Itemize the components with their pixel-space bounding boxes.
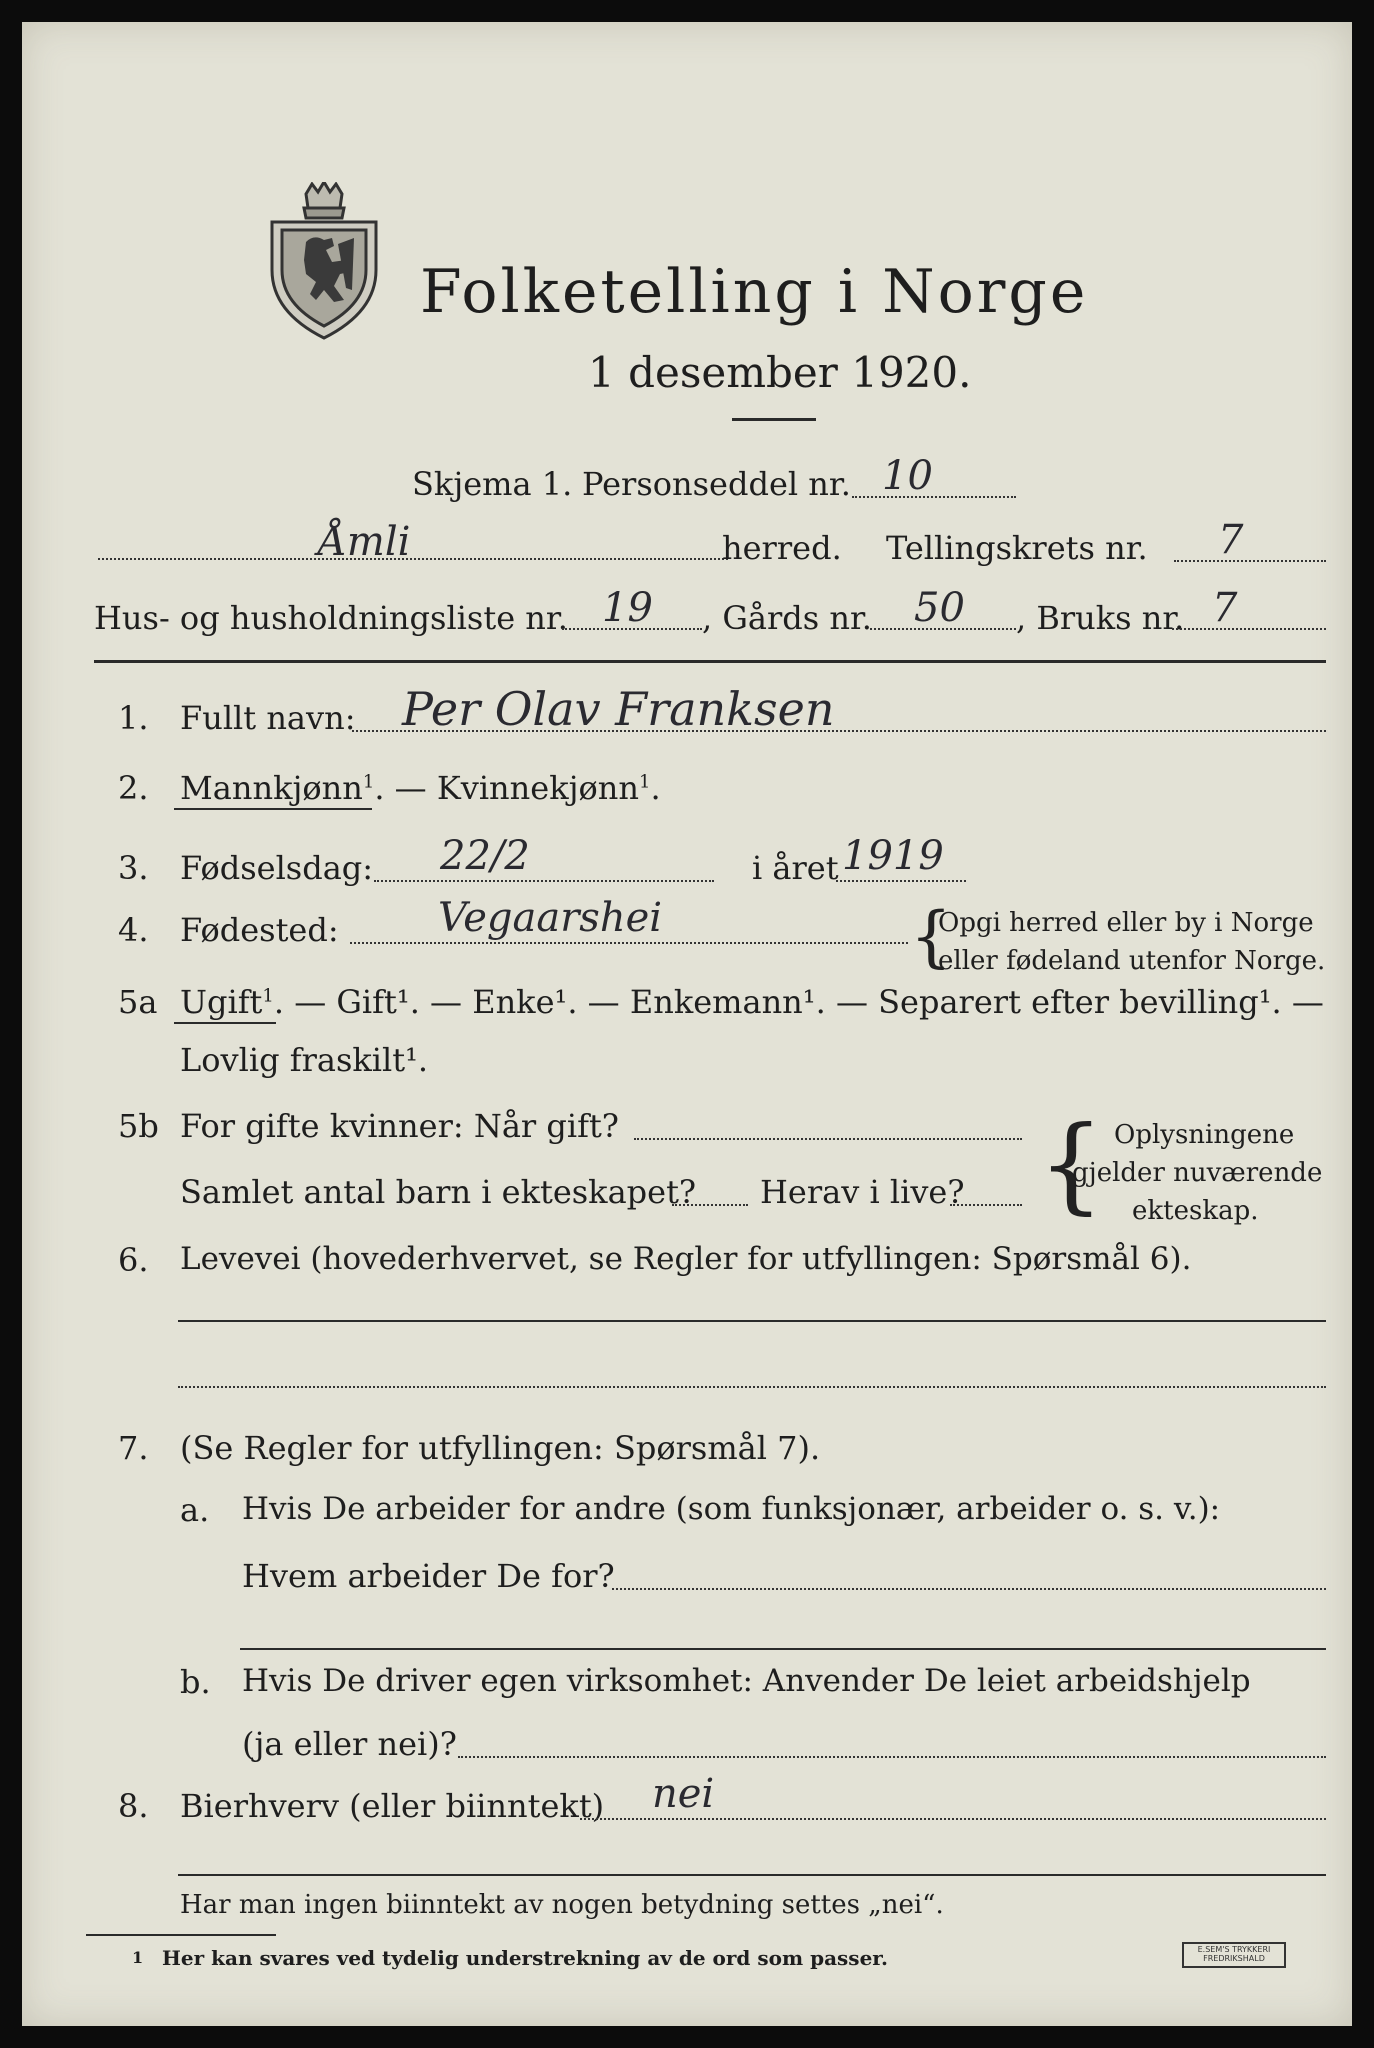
birthplace-label: Fødested: <box>180 911 339 949</box>
marital-ugift-underline <box>174 1022 276 1024</box>
marital-other-options[interactable]: . — Gift¹. — Enke¹. — Enkemann¹. — Separert efter bevilling¹. — <box>273 983 1324 1021</box>
personseddel-value[interactable]: 10 <box>882 453 933 499</box>
own-business-question: Hvis De driver egen virksomhet: Anvender De leiet arbeidshjelp <box>242 1663 1251 1699</box>
full-name-label: Fullt navn: <box>180 699 356 737</box>
field-5b-number: 5b <box>118 1107 159 1145</box>
side-income-label: Bierhverv (eller biinntekt) <box>180 1787 605 1825</box>
marriage-note-line3: ekteskap. <box>1132 1196 1259 1226</box>
footnote-text: Her kan svares ved tydelig understrekning av de ord som passer. <box>162 1946 888 1970</box>
employer-question: Hvis De arbeider for andre (som funksjonær, arbeider o. s. v.): <box>242 1491 1221 1527</box>
birth-year-label: i året <box>752 849 839 887</box>
children-total-dotline <box>672 1204 748 1206</box>
field-7a-letter: a. <box>180 1491 210 1529</box>
gender-male-underline <box>174 808 372 810</box>
birthday-dotline <box>374 880 714 882</box>
own-business-dotline <box>458 1756 1326 1758</box>
birthplace-note-line2: eller fødeland utenfor Norge. <box>938 946 1326 976</box>
tellingskrets-label: Tellingskrets nr. <box>886 529 1148 567</box>
footnote-marker: 1 <box>132 1948 144 1967</box>
gender-separator: . — <box>374 769 437 807</box>
field-8-number: 8. <box>118 1787 149 1825</box>
field-1-number: 1. <box>118 699 149 737</box>
field-5a-number: 5a <box>118 983 158 1021</box>
footnote-rule <box>86 1934 276 1936</box>
herred-dotline <box>98 558 728 560</box>
tellingskrets-dotline <box>1174 560 1326 562</box>
field-3-number: 3. <box>118 849 149 887</box>
birthplace-dotline <box>350 942 908 944</box>
side-income-note: Har man ingen biinntekt av nogen betydning settes „nei“. <box>180 1890 944 1920</box>
children-alive-dotline <box>950 1204 1022 1206</box>
married-when-label: For gifte kvinner: Når gift? <box>180 1107 619 1145</box>
marriage-note-line2: gjelder nuværende <box>1072 1158 1323 1188</box>
birthplace-value[interactable]: Vegaarshei <box>438 895 663 941</box>
field-6-number: 6. <box>118 1241 149 1279</box>
birth-year-value[interactable]: 1919 <box>842 833 944 879</box>
form-date: 1 desember 1920. <box>588 348 972 397</box>
gender-female-option[interactable]: Kvinnekjønn <box>436 769 639 807</box>
marriage-note-line1: Oplysningene <box>1114 1120 1295 1150</box>
occupation-label: Levevei (hovederhvervet, se Regler for utfyllingen: Spørsmål 6). <box>180 1241 1192 1277</box>
census-form-page <box>22 22 1352 2026</box>
employer-dotline <box>612 1588 1326 1590</box>
bleed-through <box>1202 114 1209 139</box>
personseddel-dotline <box>852 496 1016 498</box>
bruks-label: , Bruks nr. <box>1016 599 1185 637</box>
employer-line-2 <box>240 1648 1326 1650</box>
bruks-dotline <box>1172 628 1326 630</box>
birth-year-dotline <box>836 880 966 882</box>
side-income-value[interactable]: nei <box>652 1771 715 1817</box>
bruks-value[interactable]: 7 <box>1212 585 1238 631</box>
birthday-value[interactable]: 22/2 <box>440 833 530 879</box>
full-name-value[interactable]: Per Olav Franksen <box>402 682 835 736</box>
side-income-line-2 <box>178 1874 1326 1876</box>
field-7b-letter: b. <box>180 1663 211 1701</box>
printer-stamp-line2: FREDRIKSHALD <box>1203 1953 1265 1963</box>
header-rule <box>94 660 1326 663</box>
birthday-label: Fødselsdag: <box>180 849 374 887</box>
birthplace-note-line1: Opgi herred eller by i Norge <box>938 908 1314 938</box>
gender-male-option[interactable]: Mannkjønn <box>180 769 363 807</box>
marriage-note-brace: { <box>1038 1103 1105 1225</box>
marital-status-line2[interactable]: Lovlig fraskilt¹. <box>180 1041 429 1079</box>
tellingskrets-value[interactable]: 7 <box>1218 517 1244 563</box>
gender-options: Mannkjønn$^1$. — Kvinnekjønn$^1$. <box>180 769 661 807</box>
printer-stamp <box>1182 1942 1286 1968</box>
herred-value[interactable]: Åmli <box>318 519 411 565</box>
schema-label: Skjema 1. <box>412 465 573 503</box>
field-7-number: 7. <box>118 1429 149 1467</box>
form-title: Folketelling i Norge <box>420 257 1089 327</box>
employer-question-2: Hvem arbeider De for? <box>242 1557 615 1595</box>
employment-label: (Se Regler for utfyllingen: Spørsmål 7). <box>180 1429 821 1467</box>
own-business-question-2: (ja eller nei)? <box>242 1725 457 1763</box>
hus-value[interactable]: 19 <box>602 585 653 631</box>
field-4-number: 4. <box>118 911 149 949</box>
marital-status-options: Ugift$^1$. — Gift¹. — Enke¹. — Enkemann¹. — Separert efter bevilling¹. — <box>180 983 1324 1021</box>
children-alive-label: Herav i live? <box>760 1173 965 1211</box>
norwegian-coat-of-arms-icon <box>254 182 394 342</box>
herred-label: herred. <box>722 529 842 567</box>
side-income-dotline <box>580 1818 1326 1820</box>
title-divider <box>732 418 816 421</box>
printer-stamp-line1: E.SEM'S TRYKKERI <box>1197 1945 1271 1954</box>
birthplace-note-brace: { <box>910 898 952 975</box>
occupation-line-2 <box>178 1386 1326 1388</box>
gards-value[interactable]: 50 <box>914 585 965 631</box>
hus-label: Hus- og husholdningsliste nr. <box>94 599 568 637</box>
married-when-dotline <box>634 1138 1022 1140</box>
field-2-number: 2. <box>118 769 149 807</box>
gards-label: , Gårds nr. <box>702 599 872 637</box>
occupation-line-1 <box>178 1320 1326 1322</box>
marital-ugift-option[interactable]: Ugift <box>180 983 263 1021</box>
children-total-label: Samlet antal barn i ekteskapet? <box>180 1173 697 1211</box>
personseddel-label: Personseddel nr. <box>582 465 851 503</box>
